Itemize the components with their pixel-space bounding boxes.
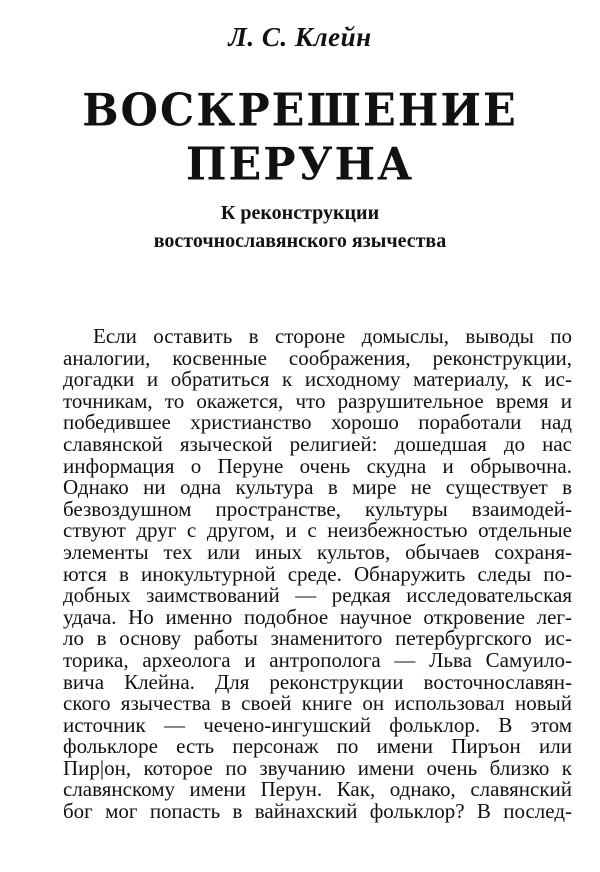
body-line: элементы тех или иных культов, обычаев сохраня-	[63, 539, 572, 564]
body-line: бог мог попасть в вайнахский фольклор? В послед-	[63, 799, 572, 824]
body-line: ло в основу работы знаменитого петербургского ис-	[63, 626, 572, 651]
body-line: Пир|он, которое по звучанию имени очень близко к	[63, 755, 572, 780]
body-line: источник — чечено-ингушский фольклор. В этом	[63, 712, 572, 737]
body-line: удача. Но именно подобное научное откровение лег-	[63, 604, 572, 629]
body-line: догадки и обратиться к исходному материалу, к ис-	[63, 367, 572, 392]
body-text	[63, 326, 572, 823]
body-line: ются в инокультурной среде. Обнаружить следы по-	[63, 561, 572, 586]
body-line: вича Клейна. Для реконструкции восточнославян-	[63, 669, 572, 694]
subtitle-line-2: восточнославянского язычества	[153, 230, 447, 252]
book-title-line-1: ВОСКРЕШЕНИЕ	[82, 84, 518, 138]
subtitle-line-1: К реконструкции	[220, 202, 380, 224]
body-line: точникам, то окажется, что разрушительное время и	[63, 388, 572, 413]
body-line: Однако ни одна культура в мире не существует в	[63, 475, 572, 500]
body-line: славянскому имени Перун. Как, однако, славянский	[63, 777, 572, 802]
body-line: ского язычества в своей книге он использовал новый	[63, 691, 572, 716]
body-line: Если оставить в стороне домыслы, выводы по	[93, 324, 572, 348]
body-line: торика, археолога и антрополога — Льва Самуило-	[63, 647, 572, 672]
body-line: ствуют друг с другом, и с неизбежностью отдельные	[63, 518, 572, 543]
body-line: информация о Перуне очень скудна и обрывочна.	[63, 453, 572, 478]
body-line: славянской языческой религией: дошедшая до нас	[63, 431, 572, 456]
body-line: аналогии, косвенные соображения, реконструкции,	[63, 345, 572, 370]
body-line: фольклоре есть персонаж по имени Пиръон или	[63, 734, 572, 759]
body-line: добных заимствований — редкая исследовательская	[63, 583, 572, 608]
author-name: Л. С. Клейн	[228, 22, 372, 52]
book-title-line-2: ПЕРУНА	[185, 138, 415, 192]
body-line: победившее христианство хорошо поработали над	[63, 410, 572, 435]
body-line: безвоздушном пространстве, культуры взаимодей-	[63, 496, 572, 521]
